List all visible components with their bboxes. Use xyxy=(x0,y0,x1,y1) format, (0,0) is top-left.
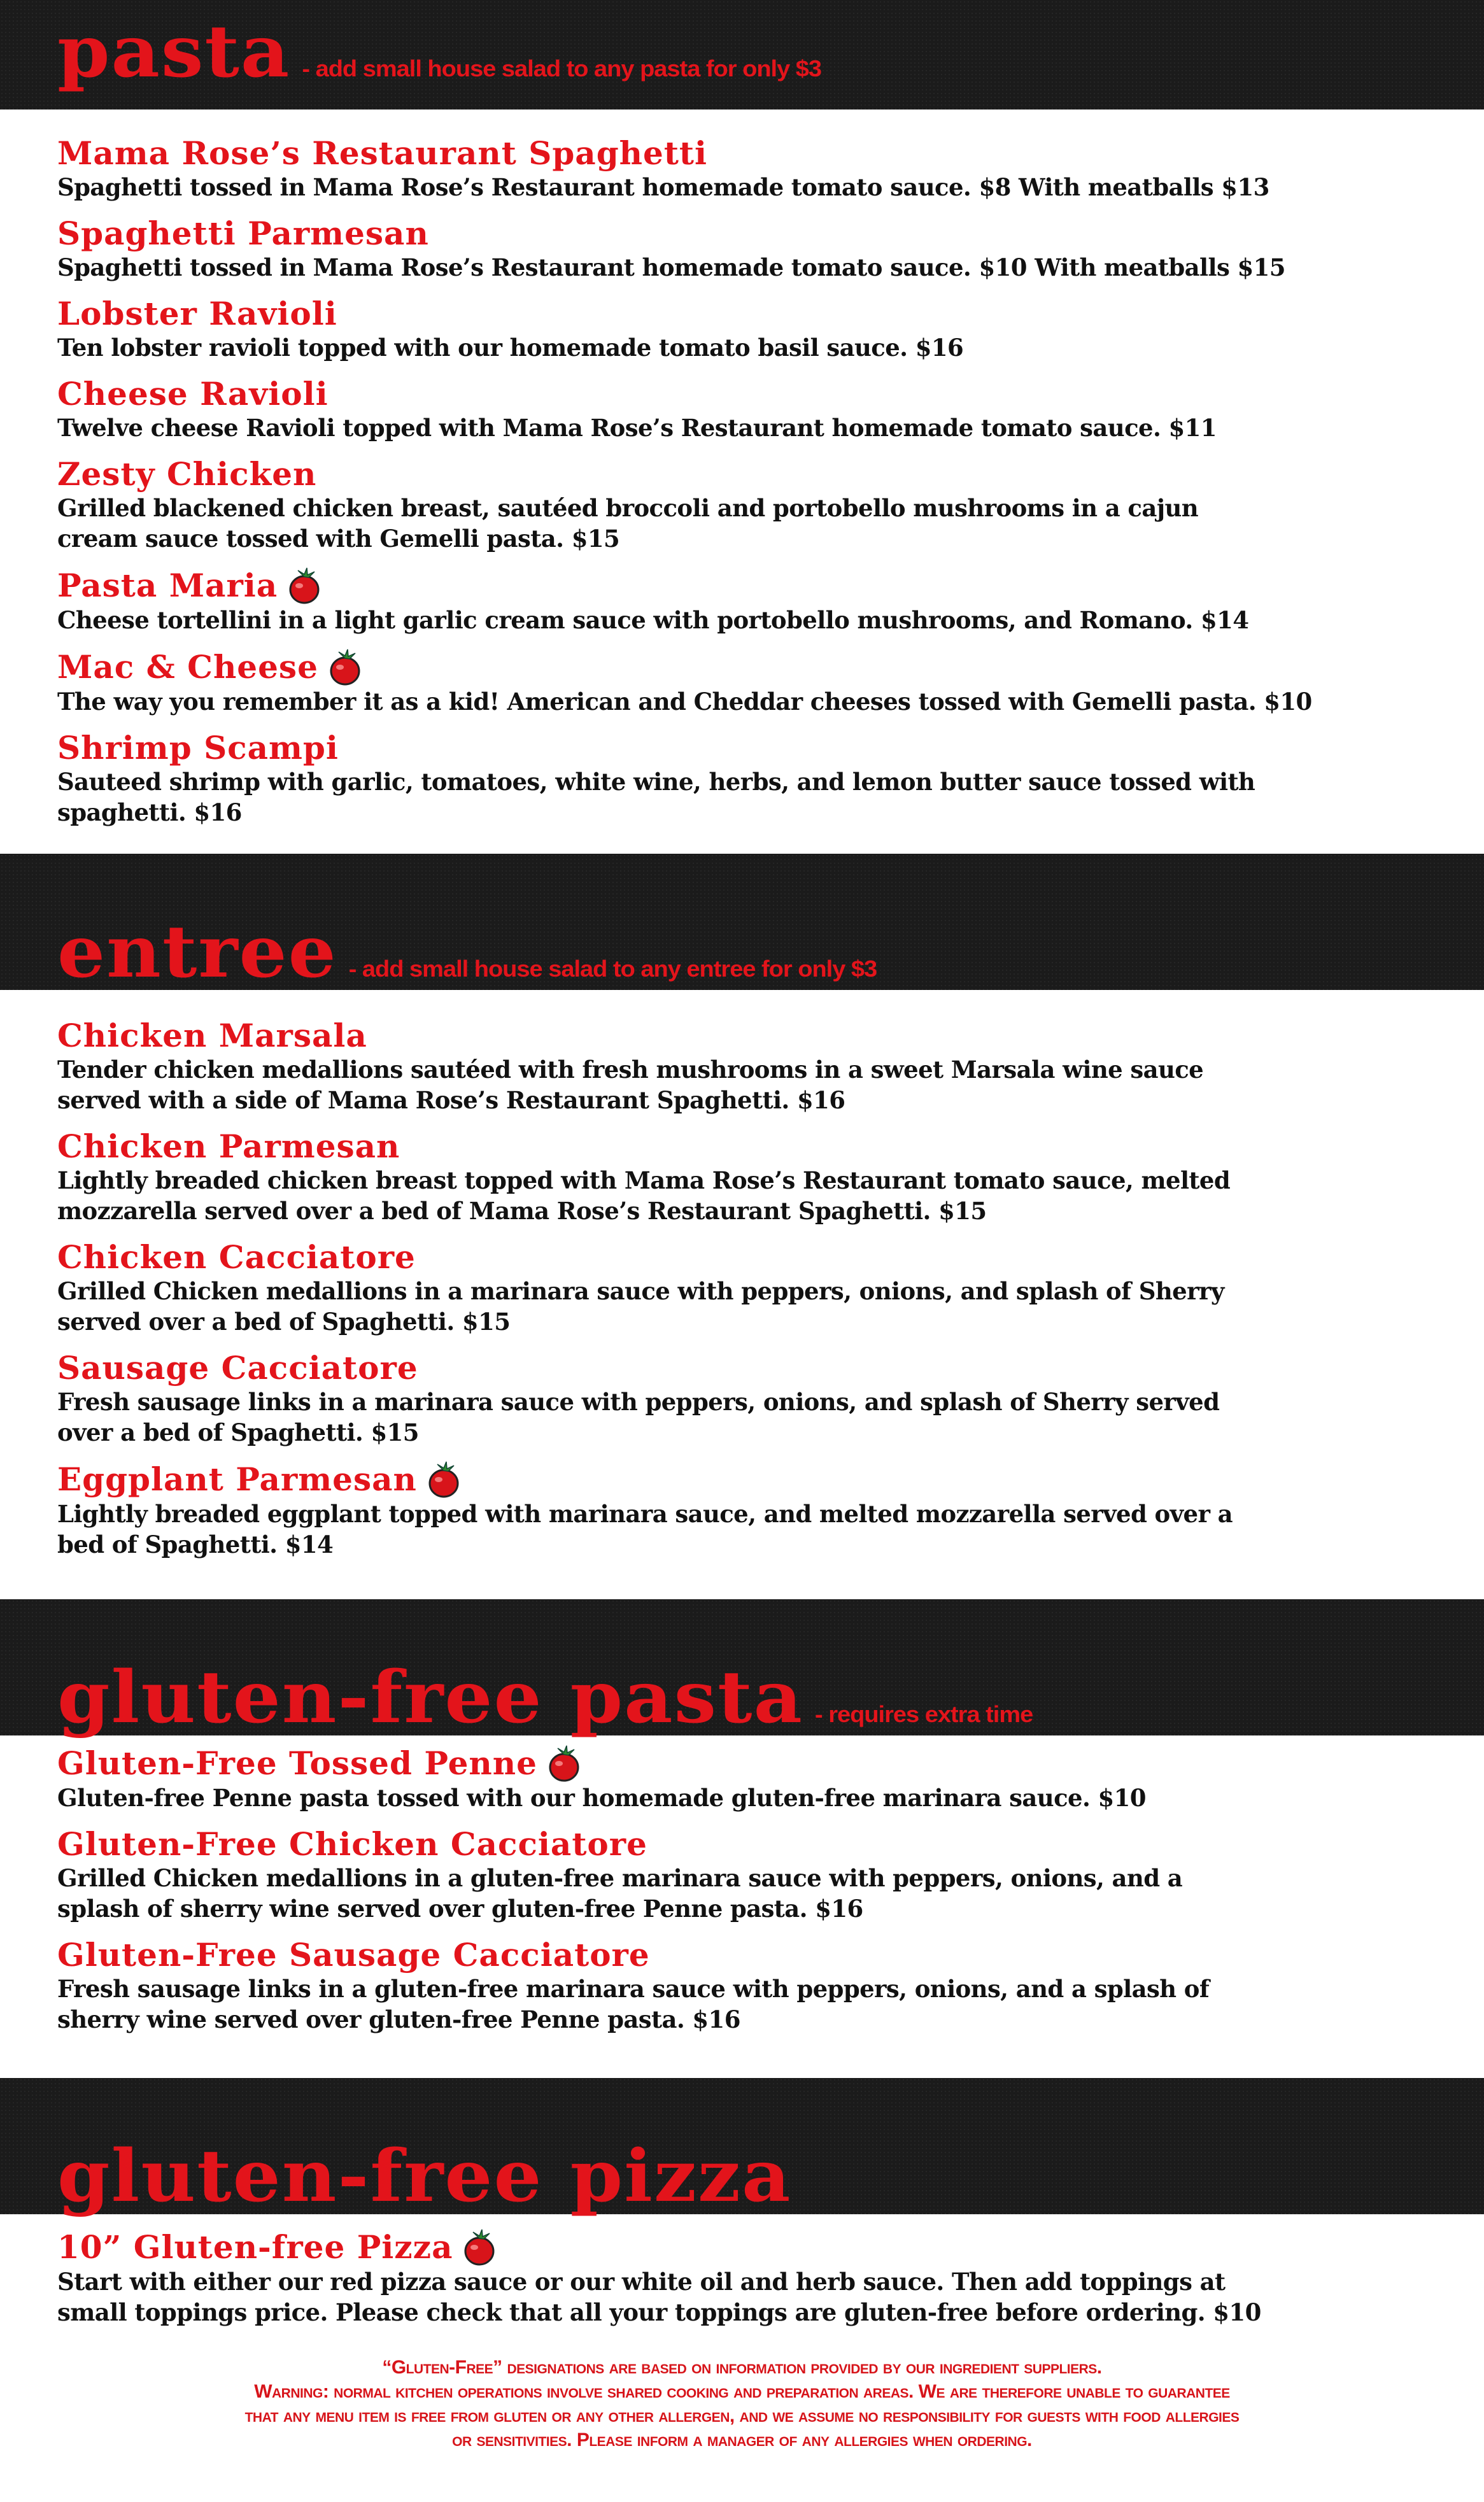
menu-item xyxy=(57,730,1432,828)
menu-item-name-text: Cheese Ravioli xyxy=(57,375,329,413)
menu-item-description: bed of Spaghetti. $14 xyxy=(57,1530,334,1558)
tomato-icon xyxy=(462,2228,497,2266)
section-items-gluten-free-pasta xyxy=(57,1744,1432,2047)
disclaimer-line: “Gluten-Free” designations are based on information provided by our ingredient suppliers. xyxy=(382,2357,1102,2378)
menu-item-name xyxy=(57,1017,1432,1054)
menu-item-description: Cheese tortellini in a light garlic cream sauce with portobello mushrooms, and Romano. $14 xyxy=(57,606,1249,634)
menu-item xyxy=(57,456,1432,554)
menu-item xyxy=(57,567,1432,635)
menu-item xyxy=(57,648,1432,717)
menu-item-name xyxy=(57,215,1432,252)
menu-item-name-text: Mama Rose’s Restaurant Spaghetti xyxy=(57,134,708,172)
menu-item xyxy=(57,1744,1432,1813)
menu-item-description: Ten lobster ravioli topped with our homemade tomato basil sauce. $16 xyxy=(57,334,964,362)
section-items-gluten-free-pizza xyxy=(57,2228,1432,2340)
menu-item-description: cream sauce tossed with Gemelli pasta. $15 xyxy=(57,525,620,553)
tomato-icon xyxy=(426,1460,462,1499)
menu-item-description: splash of sherry wine served over gluten-free Penne pasta. $16 xyxy=(57,1895,863,1923)
menu-item xyxy=(57,295,1432,363)
menu-item-name-text: Chicken Marsala xyxy=(57,1017,367,1054)
menu-item-description: Grilled Chicken medallions in a marinara sauce with peppers, onions, and splash of Sherry xyxy=(57,1277,1224,1305)
menu-item-name xyxy=(57,376,1432,413)
section-note: - requires extra time xyxy=(815,1702,1033,1728)
menu-item xyxy=(57,215,1432,283)
menu-item-description: sherry wine served over gluten-free Penne pasta. $16 xyxy=(57,2005,740,2033)
menu-item-description: Spaghetti tossed in Mama Rose’s Restaurant homemade tomato sauce. $8 With meatballs $13 xyxy=(57,173,1269,201)
menu-item-name-text: Lobster Ravioli xyxy=(57,295,337,332)
section-title xyxy=(57,9,822,94)
section-note: - add small house salad to any entree for only $3 xyxy=(348,956,877,982)
menu-item-name xyxy=(57,648,1432,686)
menu-item-description: Gluten-free Penne pasta tossed with our homemade gluten-free marinara sauce. $10 xyxy=(57,1784,1146,1812)
disclaimer-line: Warning: normal kitchen operations involve shared cooking and preparation areas. We are therefore unable to guarantee xyxy=(254,2381,1230,2402)
menu-item xyxy=(57,1460,1432,1560)
menu-item-description: Grilled Chicken medallions in a gluten-free marinara sauce with peppers, onions, and a xyxy=(57,1864,1183,1892)
tomato-icon xyxy=(546,1744,582,1783)
menu-item xyxy=(57,1350,1432,1448)
menu-item-name-text: Zesty Chicken xyxy=(57,455,317,493)
menu-item-name xyxy=(57,1744,1432,1783)
section-header-gluten-free-pizza xyxy=(0,2078,1484,2218)
menu-item-name xyxy=(57,1826,1432,1863)
menu-item-description: Sauteed shrimp with garlic, tomatoes, white wine, herbs, and lemon butter sauce tossed with xyxy=(57,768,1255,796)
menu-item xyxy=(57,376,1432,443)
menu-item-description: served with a side of Mama Rose’s Restaurant Spaghetti. $16 xyxy=(57,1086,845,1114)
menu-item-name xyxy=(57,295,1432,332)
tomato-icon xyxy=(286,567,322,605)
disclaimer-line: that any menu item is free from gluten or any other allergen, and we assume no responsibility for guests with food allergies xyxy=(244,2405,1240,2426)
menu-item-description: Tender chicken medallions sautéed with fresh mushrooms in a sweet Marsala wine sauce xyxy=(57,1056,1204,1084)
menu-item-description: Fresh sausage links in a marinara sauce with peppers, onions, and splash of Sherry served xyxy=(57,1388,1220,1416)
menu-item-description: Lightly breaded chicken breast topped with Mama Rose’s Restaurant tomato sauce, melted xyxy=(57,1166,1231,1194)
menu-item xyxy=(57,1128,1432,1226)
menu-item xyxy=(57,1017,1432,1115)
menu-item-name-text: Gluten-Free Tossed Penne xyxy=(57,1744,537,1782)
menu-item-name xyxy=(57,1239,1432,1276)
menu-item-name xyxy=(57,135,1432,172)
menu-item-name xyxy=(57,1460,1432,1499)
menu-item-description: served over a bed of Spaghetti. $15 xyxy=(57,1308,511,1336)
menu-item-name-text: Chicken Parmesan xyxy=(57,1127,400,1165)
menu-item-name-text: Shrimp Scampi xyxy=(57,729,339,767)
menu-item-name-text: Gluten-Free Chicken Cacciatore xyxy=(57,1825,647,1863)
menu-item-description: Lightly breaded eggplant topped with marinara sauce, and melted mozzarella served over a xyxy=(57,1500,1233,1528)
section-title-text: pasta xyxy=(57,9,291,94)
menu-item-description: mozzarella served over a bed of Mama Rose’s Restaurant Spaghetti. $15 xyxy=(57,1197,987,1225)
menu-item-name-text: Pasta Maria xyxy=(57,567,278,604)
menu-item-name xyxy=(57,567,1432,605)
section-title-text: gluten-free pizza xyxy=(57,2133,792,2218)
section-title-text: gluten-free pasta xyxy=(57,1655,803,1739)
menu-item xyxy=(57,1937,1432,2035)
menu-item-name-text: Gluten-Free Sausage Cacciatore xyxy=(57,1936,650,1974)
menu-item xyxy=(57,1826,1432,1924)
section-items-entree xyxy=(57,1017,1432,1573)
menu-item xyxy=(57,1239,1432,1337)
menu-item-name-text: Sausage Cacciatore xyxy=(57,1349,418,1387)
menu-item-name xyxy=(57,456,1432,493)
section-header-gluten-free-pasta xyxy=(0,1599,1484,1739)
menu-item-description: Spaghetti tossed in Mama Rose’s Restaurant homemade tomato sauce. $10 With meatballs $15 xyxy=(57,253,1285,281)
section-title xyxy=(57,909,877,994)
menu-item xyxy=(57,2228,1432,2328)
section-items-pasta xyxy=(57,135,1432,840)
menu-item-name xyxy=(57,2228,1432,2266)
tomato-icon xyxy=(327,648,363,686)
menu-item-name-text: Eggplant Parmesan xyxy=(57,1460,417,1498)
menu-item-name-text: Mac & Cheese xyxy=(57,648,318,686)
section-header-entree xyxy=(0,854,1484,994)
menu-item-description: The way you remember it as a kid! American and Cheddar cheeses tossed with Gemelli pasta. $10 xyxy=(57,688,1312,716)
menu-item-description: Fresh sausage links in a gluten-free marinara sauce with peppers, onions, and a splash of xyxy=(57,1975,1210,2003)
section-title xyxy=(57,1655,1033,1739)
disclaimer-line: or sensitivities. Please inform a manager of any allergies when ordering. xyxy=(452,2429,1032,2450)
menu-item-name-text: Spaghetti Parmesan xyxy=(57,215,429,252)
menu-item-name xyxy=(57,1128,1432,1165)
menu-item-description: over a bed of Spaghetti. $15 xyxy=(57,1418,419,1446)
menu-item-description: Twelve cheese Ravioli topped with Mama Rose’s Restaurant homemade tomato sauce. $11 xyxy=(57,414,1217,442)
section-header-pasta xyxy=(0,0,1484,110)
menu-item-description: spaghetti. $16 xyxy=(57,798,242,826)
menu-item-description: Grilled blackened chicken breast, sautéed broccoli and portobello mushrooms in a cajun xyxy=(57,494,1199,522)
menu-item-description: small toppings price. Please check that all your toppings are gluten-free before ordering. $10 xyxy=(57,2298,1261,2326)
menu-item-name-text: Chicken Cacciatore xyxy=(57,1238,416,1276)
section-title xyxy=(57,2133,792,2218)
menu-item xyxy=(57,135,1432,202)
section-note: - add small house salad to any pasta for only $3 xyxy=(302,56,822,82)
menu-item-name xyxy=(57,1350,1432,1387)
section-title-text: entree xyxy=(57,909,337,994)
menu-item-description: Start with either our red pizza sauce or our white oil and herb sauce. Then add toppings at xyxy=(57,2268,1226,2296)
menu-item-name-text: 10” Gluten-free Pizza xyxy=(57,2228,453,2266)
allergen-disclaimer xyxy=(38,2356,1446,2452)
menu-item-name xyxy=(57,1937,1432,1974)
menu-item-name xyxy=(57,730,1432,767)
